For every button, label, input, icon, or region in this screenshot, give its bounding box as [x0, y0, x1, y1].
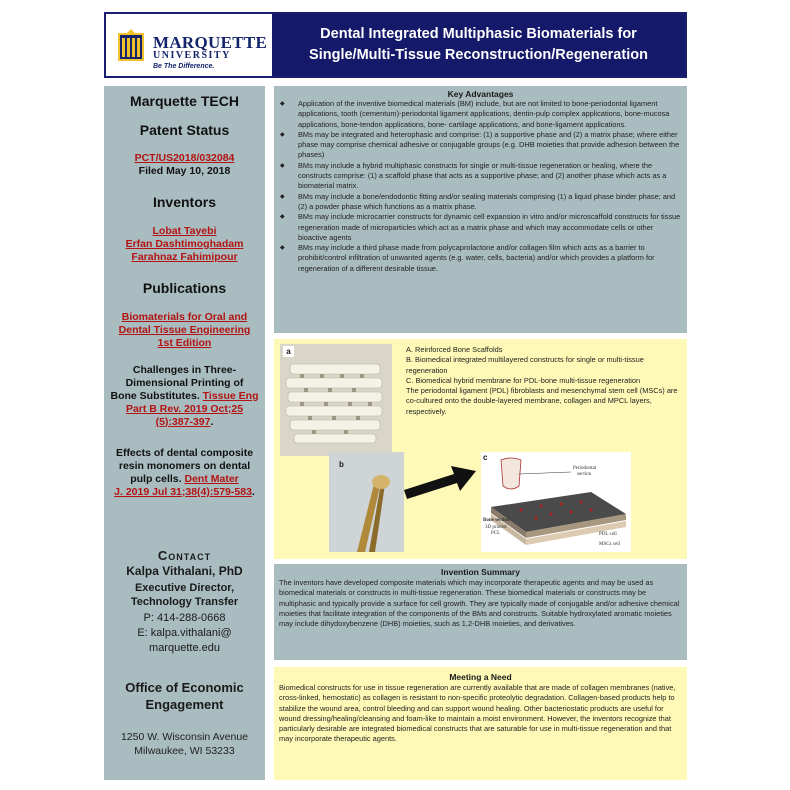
- contact-title: Technology Transfer: [130, 596, 239, 608]
- publication-book-link[interactable]: Biomaterials for Oral and: [121, 311, 248, 323]
- marquette-logo: [109, 17, 273, 75]
- meeting-need-panel: [274, 667, 687, 780]
- publications-heading: Publications: [142, 280, 227, 296]
- figure-c-label: c: [483, 453, 488, 462]
- list-item: ◆ Application of the inventive biomedical materials (BM) include, but are not limited to bone-periodontal ligament applications, tooth (cementum)-periodontal ligament applications, dentin-pulp complex applications, bone-mucosa applications, bone-tendon applications, bone- cartilage applications, and bone-ligament applications.: [280, 99, 681, 130]
- meeting-need-title: Meeting a Need: [449, 672, 512, 682]
- scaffold-image-icon: [280, 344, 392, 456]
- publication-3-text: Effects of dental composite: [115, 447, 254, 459]
- title-line-2: Single/Multi-Tissue Reconstruction/Regeneration: [309, 47, 648, 63]
- invention-summary-title: Invention Summary: [441, 567, 520, 577]
- patent-heading: Patent Status: [139, 122, 230, 138]
- tooth-membrane-diagram-icon: [481, 452, 631, 552]
- poster-title: [272, 14, 685, 76]
- office-address: 1250 W. Wisconsin Avenue: [120, 731, 249, 743]
- arrow-right-icon: [404, 459, 479, 504]
- inventor-link[interactable]: Erfan Dashtimoghadam: [125, 238, 244, 250]
- publication-2-text: Challenges in Three-: [132, 364, 237, 376]
- meeting-need-text: Biomedical constructs for use in tissue regeneration are currently available that are made of collagen membranes (native, cross-linked, hemostatic) as collagen is resistant to non-specific proteolytic degradation. Collagen-based products help to stabilize the wound area, control bleeding and can support wound healing. Other bacteriostatic products are useful for wound dressing/healing/cleansing and foam-like to maintain a moist environment. However, the inventors recognize that particularly desirable are integrated biomedical constructs that are saturable for use in multi-tissue regeneration and that may incorporate therapeutic agents.: [279, 683, 676, 744]
- figure-b-label: b: [339, 460, 344, 469]
- figure-description: The periodontal ligament (PDL) fibroblasts and mesenchymal stem cell (MSCs) are co-cultured onto the double-layered membrane, collagen and MPCL layers, respectively.: [406, 386, 678, 416]
- list-item: ◆ BMs may include a bone/endodontic fitting and/or sealing materials comprising (1) a liquid phase binder phase; and (2) a powder phase which functions as a matrix phase.: [280, 192, 681, 213]
- logo-tagline: Be The Difference.: [153, 63, 215, 70]
- key-advantages-panel: [274, 86, 687, 333]
- inventor-link[interactable]: Farahnaz Fahimipour: [131, 251, 238, 263]
- publication-3-period: .: [251, 486, 255, 498]
- publication-book-link[interactable]: Dental Tissue Engineering: [118, 324, 251, 336]
- publication-2-link[interactable]: Tissue Eng: [202, 390, 259, 402]
- contact-email[interactable]: marquette.edu: [149, 642, 220, 654]
- publication-3-text: pulp cells.: [130, 473, 182, 485]
- publication-2-text: Bone Substitutes.: [110, 390, 200, 402]
- diagram-label: PCL: [491, 531, 501, 536]
- publication-3: [104, 447, 265, 499]
- figures-panel: [274, 339, 687, 559]
- inventors-heading: Inventors: [152, 194, 216, 210]
- org-heading: Marquette TECH: [130, 93, 239, 109]
- diagram-label: Periodontal: [573, 466, 597, 471]
- publication-2-text: Dimensional Printing of: [125, 377, 244, 389]
- diagram-label: 3D printed: [485, 525, 507, 530]
- figure-captions: [406, 345, 681, 417]
- bone-scaffold-photo: [280, 344, 392, 456]
- sidebar: [104, 86, 265, 780]
- diagram-label: Bone section: [483, 518, 510, 523]
- contact-phone: P: 414-288-0668: [143, 612, 226, 624]
- publication-2-period: .: [210, 416, 214, 428]
- key-advantages-list: [274, 99, 687, 274]
- publication-3-text: resin monomers on dental: [118, 460, 251, 472]
- caption-b: B. Biomedical integrated multilayered constructs for single or multi-tissue regeneration: [406, 355, 644, 375]
- logo-subtitle: UNIVERSITY: [153, 50, 231, 61]
- publication-2-link[interactable]: Part B Rev. 2019 Oct;25: [125, 403, 244, 415]
- diagram-label: PDL cell: [599, 532, 617, 537]
- figure-a-label: a: [283, 346, 294, 357]
- patent-number-link[interactable]: PCT/US2018/032084: [134, 152, 235, 164]
- key-advantages-title: Key Advantages: [447, 89, 514, 99]
- poster-header: [104, 12, 687, 78]
- list-item: ◆ BMs may include a third phase made from polycaprolactone and/or collagen film which acts as a barrier to prohibit/control infiltration of unwanted agents (e.g. water, cells, bacteria) and/or which provides a platform for regeneration of a different desirable tissue.: [280, 243, 681, 274]
- pdl-bone-diagram: [481, 452, 631, 552]
- publication-book-link[interactable]: 1st Edition: [157, 337, 212, 349]
- contact-heading: Contact: [157, 548, 212, 563]
- logo-name: MARQUETTE: [153, 33, 268, 52]
- inventor-link[interactable]: Lobat Tayebi: [152, 225, 217, 237]
- publication-2: [104, 364, 265, 429]
- contact-name: Kalpa Vithalani, PhD: [126, 564, 243, 578]
- contact-email[interactable]: E: kalpa.vithalani@: [137, 627, 232, 639]
- caption-c: C. Biomedical hybrid membrane for PDL-bone multi-tissue regeneration: [406, 375, 641, 385]
- university-crest-icon: [117, 29, 145, 63]
- office-heading: Office of Economic: [125, 680, 244, 695]
- list-item: ◆ BMs may be integrated and heterophasic and comprise: (1) a supportive phase and (2) a matrix phase; where either phase may comprise chemical adhesive or conjugable groups (e.g. DHB moieties that provide adhesion between the phases): [280, 130, 681, 161]
- office-heading: Engagement: [145, 697, 224, 712]
- patent-filed-date: Filed May 10, 2018: [138, 165, 231, 177]
- list-item: ◆ BMs may include a hybrid multiphasic constructs for single or multi-tissue regeneration or healing, where the constructs comprise: (1) a scaffold phase that acts as a supportive phase; and (2) another phase which acts as a biomaterial matrix.: [280, 161, 681, 192]
- list-item: ◆ BMs may include microcarrier constructs for dynamic cell expansion in vitro and/or microscaffold constructs for tissue regeneration made of microparticles which act as a matrix phase and which may accommodate cells or other bioactive agents: [280, 212, 681, 243]
- invention-summary-panel: [274, 564, 687, 660]
- invention-summary-text: The inventors have developed composite materials which may incorporate therapeutic agents and may be used as biomedical materials or constructs in multi-tissue regeneration. These biomedical materials or constructs may be multiphasic and typically provide a surface for cell growth. They are typically made of conjugable and/or adhesive chemical moieties that facilitate integration of the components of the BMs and constructs. Suitable hydroxylated aromatic moieties may include dihydoxybenzene (DHB) moieties, such as 1,2-DHB moieties, and derivatives.: [279, 578, 680, 629]
- caption-a: A. Reinforced Bone Scaffolds: [406, 345, 503, 354]
- contact-title: Executive Director,: [134, 582, 235, 594]
- office-address: Milwaukee, WI 53233: [134, 745, 235, 757]
- publication-2-link[interactable]: (5):387-397: [155, 416, 211, 428]
- publication-3-link[interactable]: Dent Mater: [184, 473, 239, 485]
- membrane-photo: [329, 452, 404, 552]
- title-line-1: Dental Integrated Multiphasic Biomaterials for: [320, 26, 637, 42]
- diagram-label: section: [577, 472, 592, 477]
- diagram-label: MSCs cell: [599, 542, 620, 547]
- publication-3-link[interactable]: J. 2019 Jul 31;38(4):579-583: [114, 486, 252, 498]
